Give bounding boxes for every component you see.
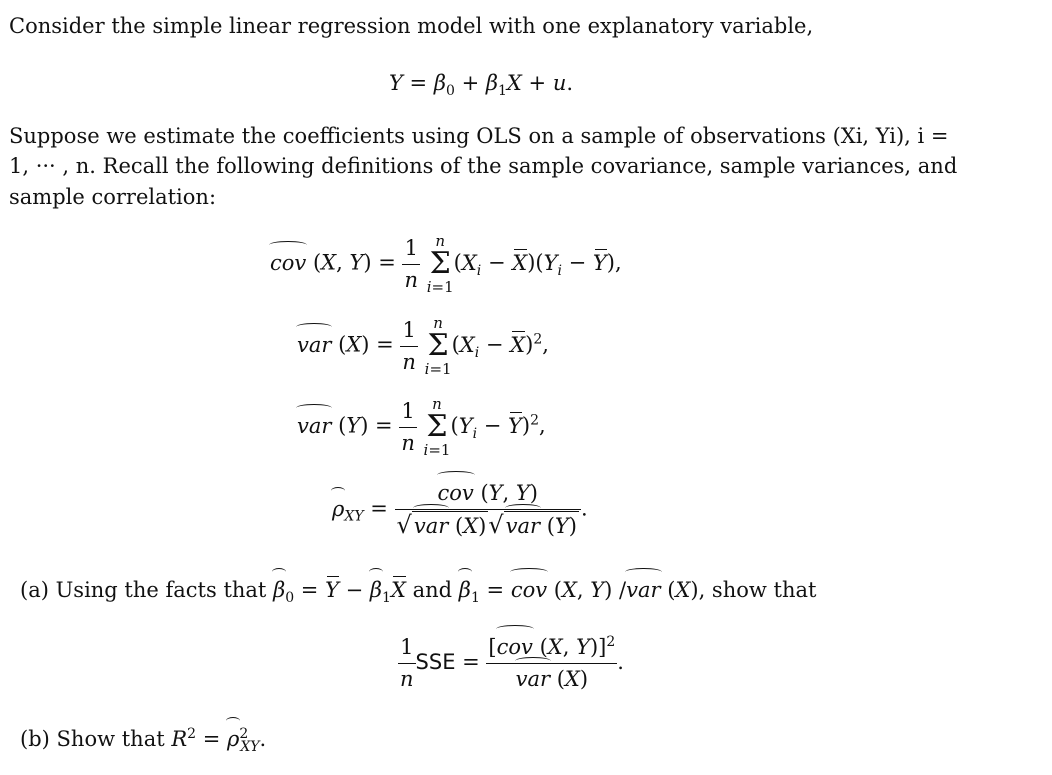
var-x-definition: var (X) = $\frac{1}{n}$ n Σ i=1 $(X_i - X)^2$,: [297, 314, 549, 378]
part-a-label: (a): [20, 578, 49, 602]
part-b-label: (b): [20, 727, 50, 751]
setup-line-1: Suppose we estimate the coefficients using OLS on a sample of observations (Xi, Yi), i =: [9, 124, 949, 148]
part-a-result: $\frac{1}{n}$ SSE = $\frac{[cov (X, Y)]^2}{\text{var (X)}}$ .: [398, 632, 624, 695]
part-a-middle: and: [412, 578, 453, 602]
part-a-statement: (a) Using the facts that $\beta_0 = Y - \beta_1X$ and $\beta_1$ = cov (X, Y) /var (X), show that: [20, 575, 816, 606]
part-a-lead: Using the facts that: [55, 578, 267, 602]
intro-text: Consider the simple linear regression model with one explanatory variable,: [9, 14, 814, 38]
setup-line-3: sample correlation:: [9, 185, 217, 209]
model-equation: $Y = \beta_0 + \beta_1X + u$.: [389, 71, 574, 100]
cov-definition: cov (X, Y) = $\frac{1}{n}$ n Σ i=1 $(X_i - X)(Y_i - Y)$,: [270, 232, 622, 296]
setup-line-2: 1, ··· , n. Recall the following definitions of the sample covariance, sample variances, and: [9, 154, 958, 178]
rho-definition: $\rho_{XY}$ = $\frac{\text{cov (Y, Y)}}{\text{√var (X)√var (Y)}}$ .: [332, 478, 588, 542]
part-b-lead: Show that: [56, 727, 165, 751]
part-a-tail: show that: [711, 578, 817, 602]
var-y-definition: var (Y) = $\frac{1}{n}$ n Σ i=1 $(Y_i - Y)^2$,: [297, 395, 546, 459]
part-b-statement: (b) Show that $R^2 = \rho^2_{XY}$.: [20, 726, 267, 756]
